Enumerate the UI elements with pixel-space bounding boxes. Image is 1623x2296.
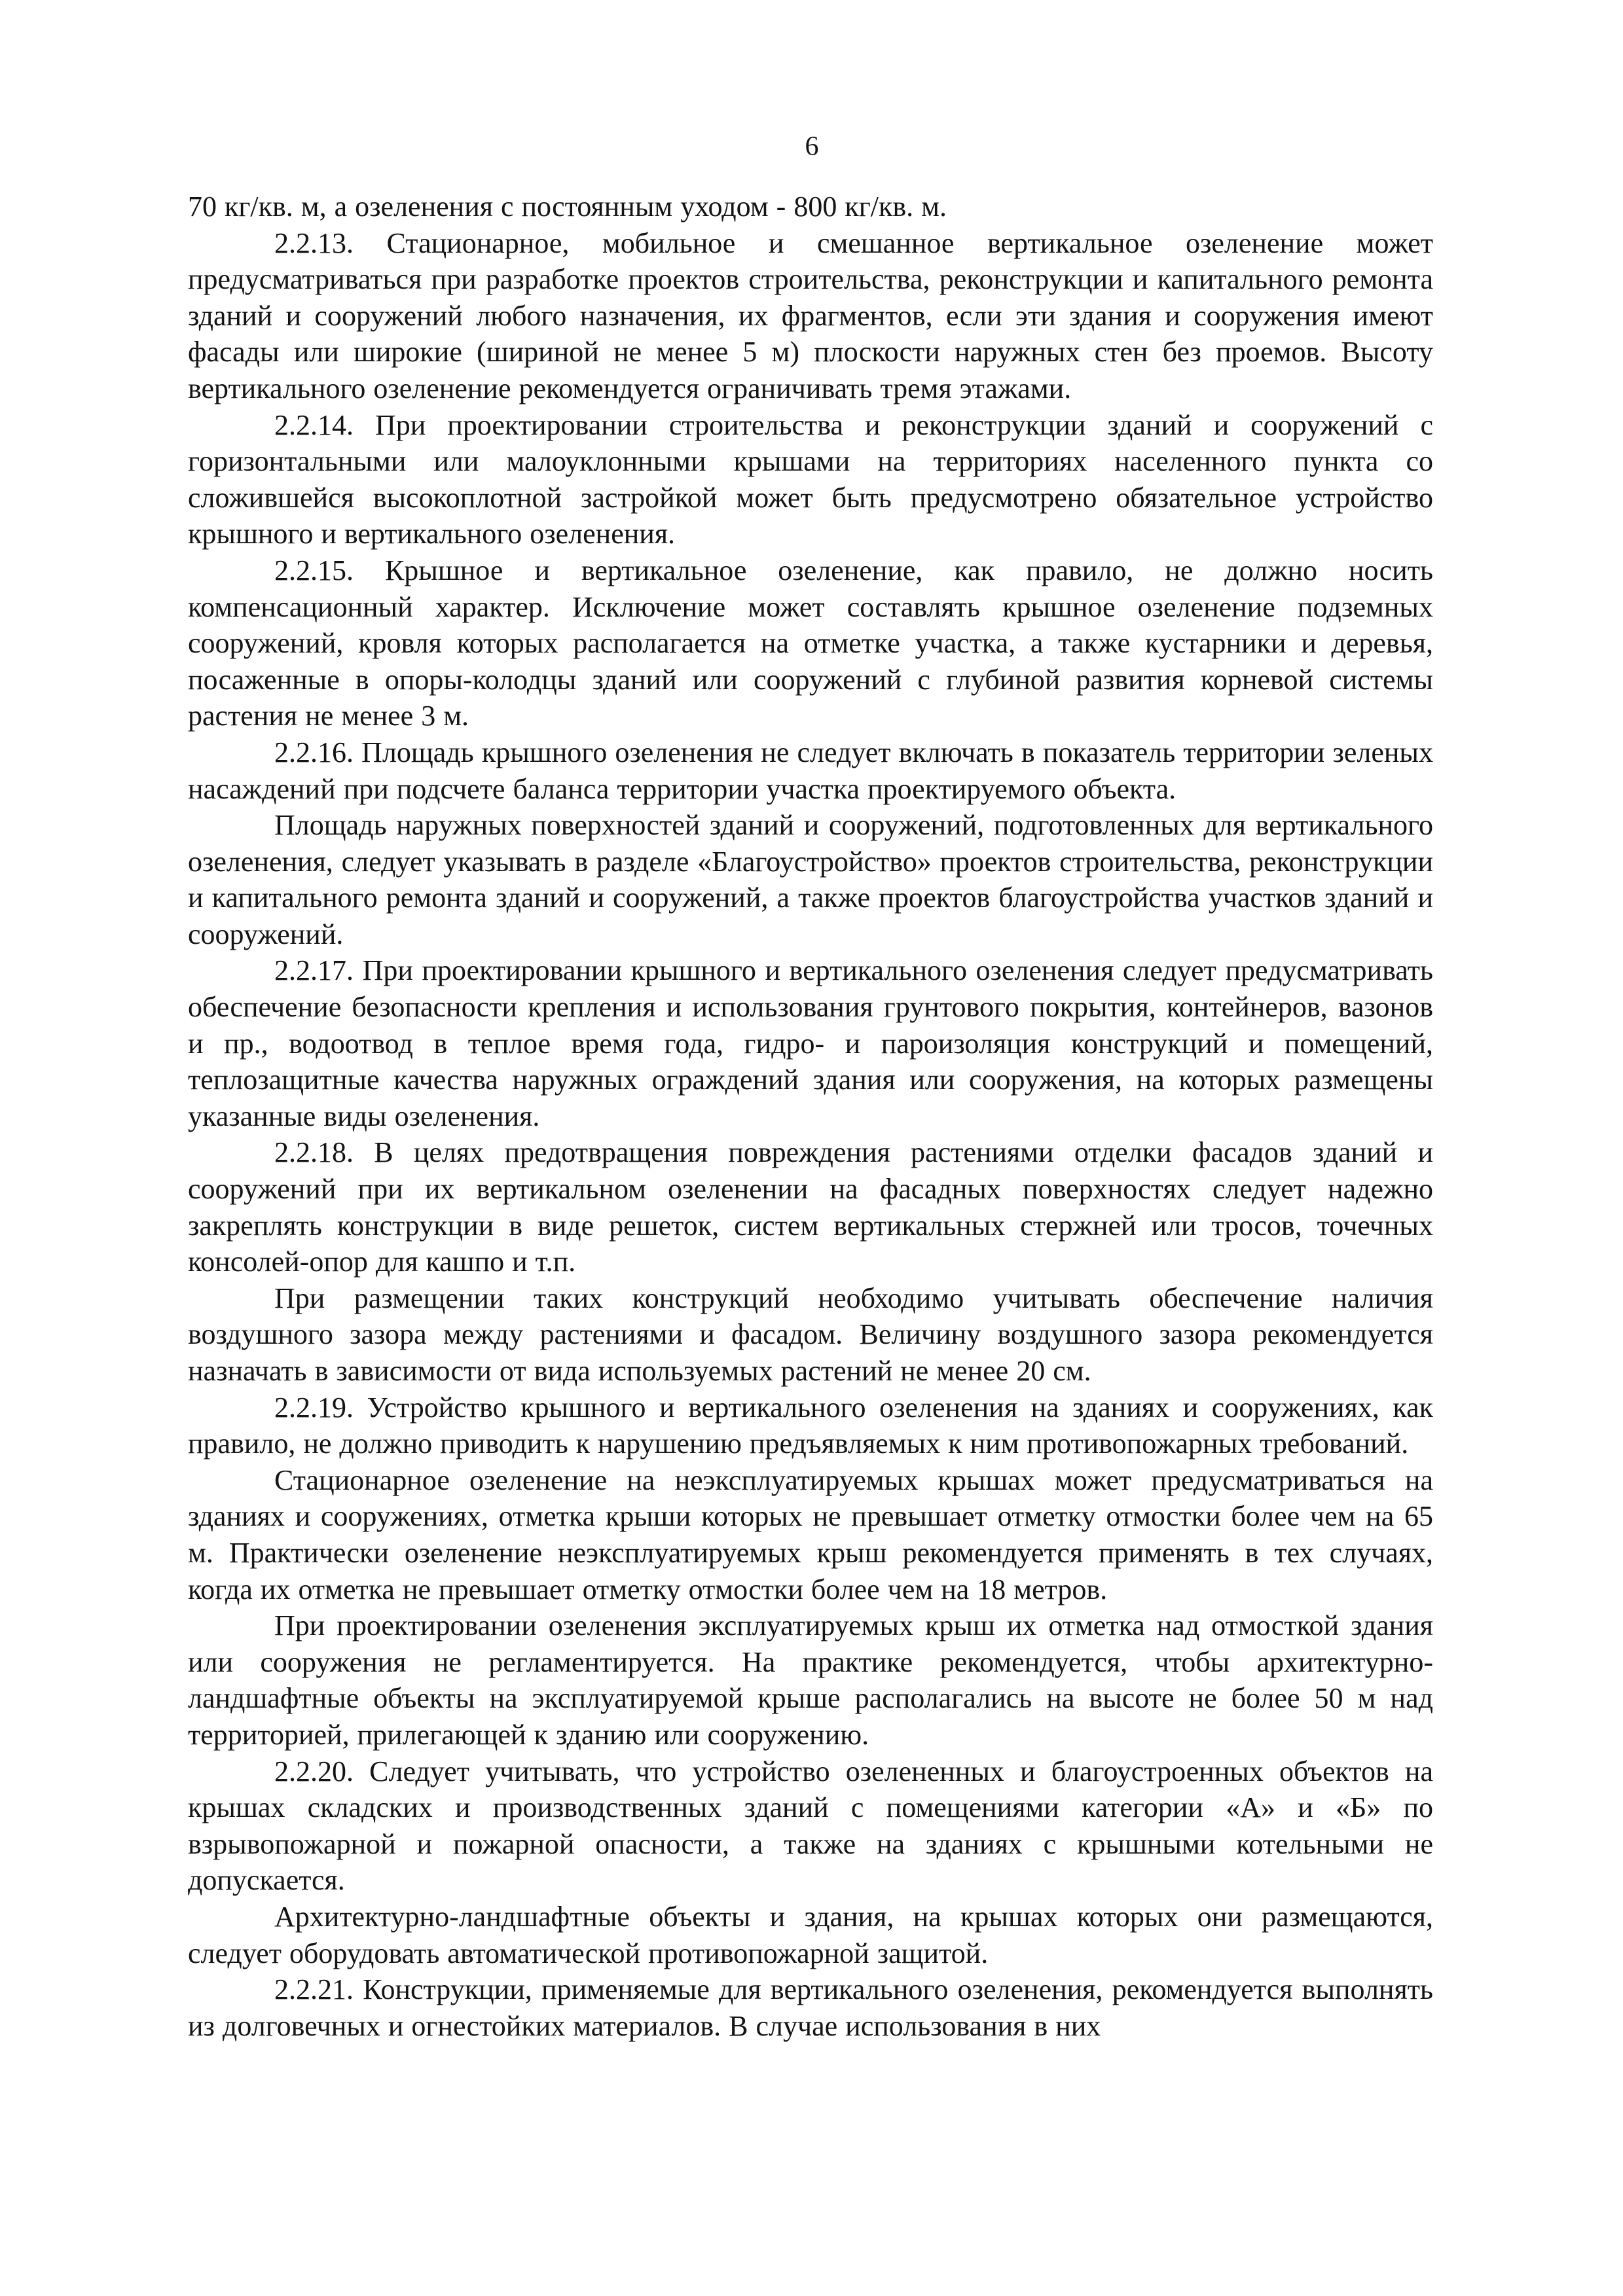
paragraph-2-2-13: 2.2.13. Стационарное, мобильное и смешанное вертикальное озеленение может предусматриваться при разработке проектов строительства, реконструкции и капитального ремонта зданий и сооружений любого назначения, их фрагментов, если эти здания и сооружения имеют фасады или широкие (шириной не менее 5 м) плоскости наружных стен без проемов. Высоту вертикального озеленение рекомендуется ограничивать тремя этажами. xyxy=(188,226,1433,404)
paragraph-non-exploited-roofs: Стационарное озеленение на неэксплуатируемых крышах может предусматриваться на зданиях и сооружениях, отметка крыши которых не превышает отметку отмостки более чем на 65 м. Практически озеленение неэксплуатируемых крыш рекомендуется применять в тех случаях, когда их отметка не превышает отметку отмостки более чем на 18 метров. xyxy=(188,1463,1433,1605)
paragraph-2-2-19: 2.2.19. Устройство крышного и вертикального озеленения на зданиях и сооружениях, как правило, не должно приводить к нарушению предъявляемых к ним противопожарных требований. xyxy=(188,1391,1433,1460)
paragraph-2-2-20: 2.2.20. Следует учитывать, что устройство озелененных и благоустроенных объектов на крышах складских и производственных зданий с помещениями категории «А» и «Б» по взрывопожарной и пожарной опасности, а также на зданиях с крышными котельными не допускается. xyxy=(188,1755,1433,1897)
paragraph-2-2-15: 2.2.15. Крышное и вертикальное озеленение, как правило, не должно носить компенсационный характер. Исключение может составлять крышное озеленение подземных сооружений, кровля которых располагается на отметке участка, а также кустарники и деревья, посаженные в опоры-колодцы зданий или сооружений с глубиной развития корневой системы растения не менее 3 м. xyxy=(188,554,1433,732)
page-number: 6 xyxy=(805,132,819,162)
document-body xyxy=(188,188,1433,2044)
paragraph-surface-area: Площадь наружных поверхностей зданий и сооружений, подготовленных для вертикального озеленения, следует указывать в разделе «Благоустройство» проектов строительства, реконструкции и капитального ремонта зданий и сооружений, а также проектов благоустройства участков зданий и сооружений. xyxy=(188,809,1433,950)
paragraph-fire-protection: Архитектурно-ландшафтные объекты и здания, на крышах которых они размещаются, следует оборудовать автоматической противопожарной защитой. xyxy=(188,1900,1433,1969)
paragraph-2-2-16: 2.2.16. Площадь крышного озеленения не следует включать в показатель территории зеленых насаждений при подсчете баланса территории участка проектируемого объекта. xyxy=(188,736,1433,805)
paragraph-2-2-18: 2.2.18. В целях предотвращения повреждения растениями отделки фасадов зданий и сооружений при их вертикальном озеленении на фасадных поверхностях следует надежно закреплять конструкции в виде решеток, систем вертикальных стержней или тросов, точечных консолей-опор для кашпо и т.п. xyxy=(188,1136,1433,1278)
paragraph-exploited-roofs: При проектировании озеленения эксплуатируемых крыш их отметка над отмосткой здания или сооружения не регламентируется. На практике рекомендуется, чтобы архитектурно-ландшафтные объекты на эксплуатируемой крыше располагались на высоте не более 50 м над территорией, прилегающей к зданию или сооружению. xyxy=(188,1609,1433,1751)
paragraph-air-gap: При размещении таких конструкций необходимо учитывать обеспечение наличия воздушного зазора между растениями и фасадом. Величину воздушного зазора рекомендуется назначать в зависимости от вида используемых растений не менее 20 см. xyxy=(188,1282,1433,1387)
paragraph-2-2-14: 2.2.14. При проектировании строительства и реконструкции зданий и сооружений с горизонтальными или малоуклонными крышами на территориях населенного пункта со сложившейся высокоплотной застройкой может быть предусмотрено обязательное устройство крышного и вертикального озеленения. xyxy=(188,408,1433,550)
paragraph-2-2-21: 2.2.21. Конструкции, применяемые для вертикального озеленения, рекомендуется выполнять из долговечных и огнестойких материалов. В случае использования в них xyxy=(188,1973,1433,2042)
paragraph-continuation: 70 кг/кв. м, а озеленения с постоянным уходом - 800 кг/кв. м. xyxy=(188,190,947,223)
paragraph-2-2-17: 2.2.17. При проектировании крышного и вертикального озеленения следует предусматривать обеспечение безопасности крепления и использования грунтового покрытия, контейнеров, вазонов и пр., водоотвод в теплое время года, гидро- и пароизоляция конструкций и помещений, теплозащитные качества наружных ограждений здания или сооружения, на которых размещены указанные виды озеленения. xyxy=(188,954,1433,1132)
